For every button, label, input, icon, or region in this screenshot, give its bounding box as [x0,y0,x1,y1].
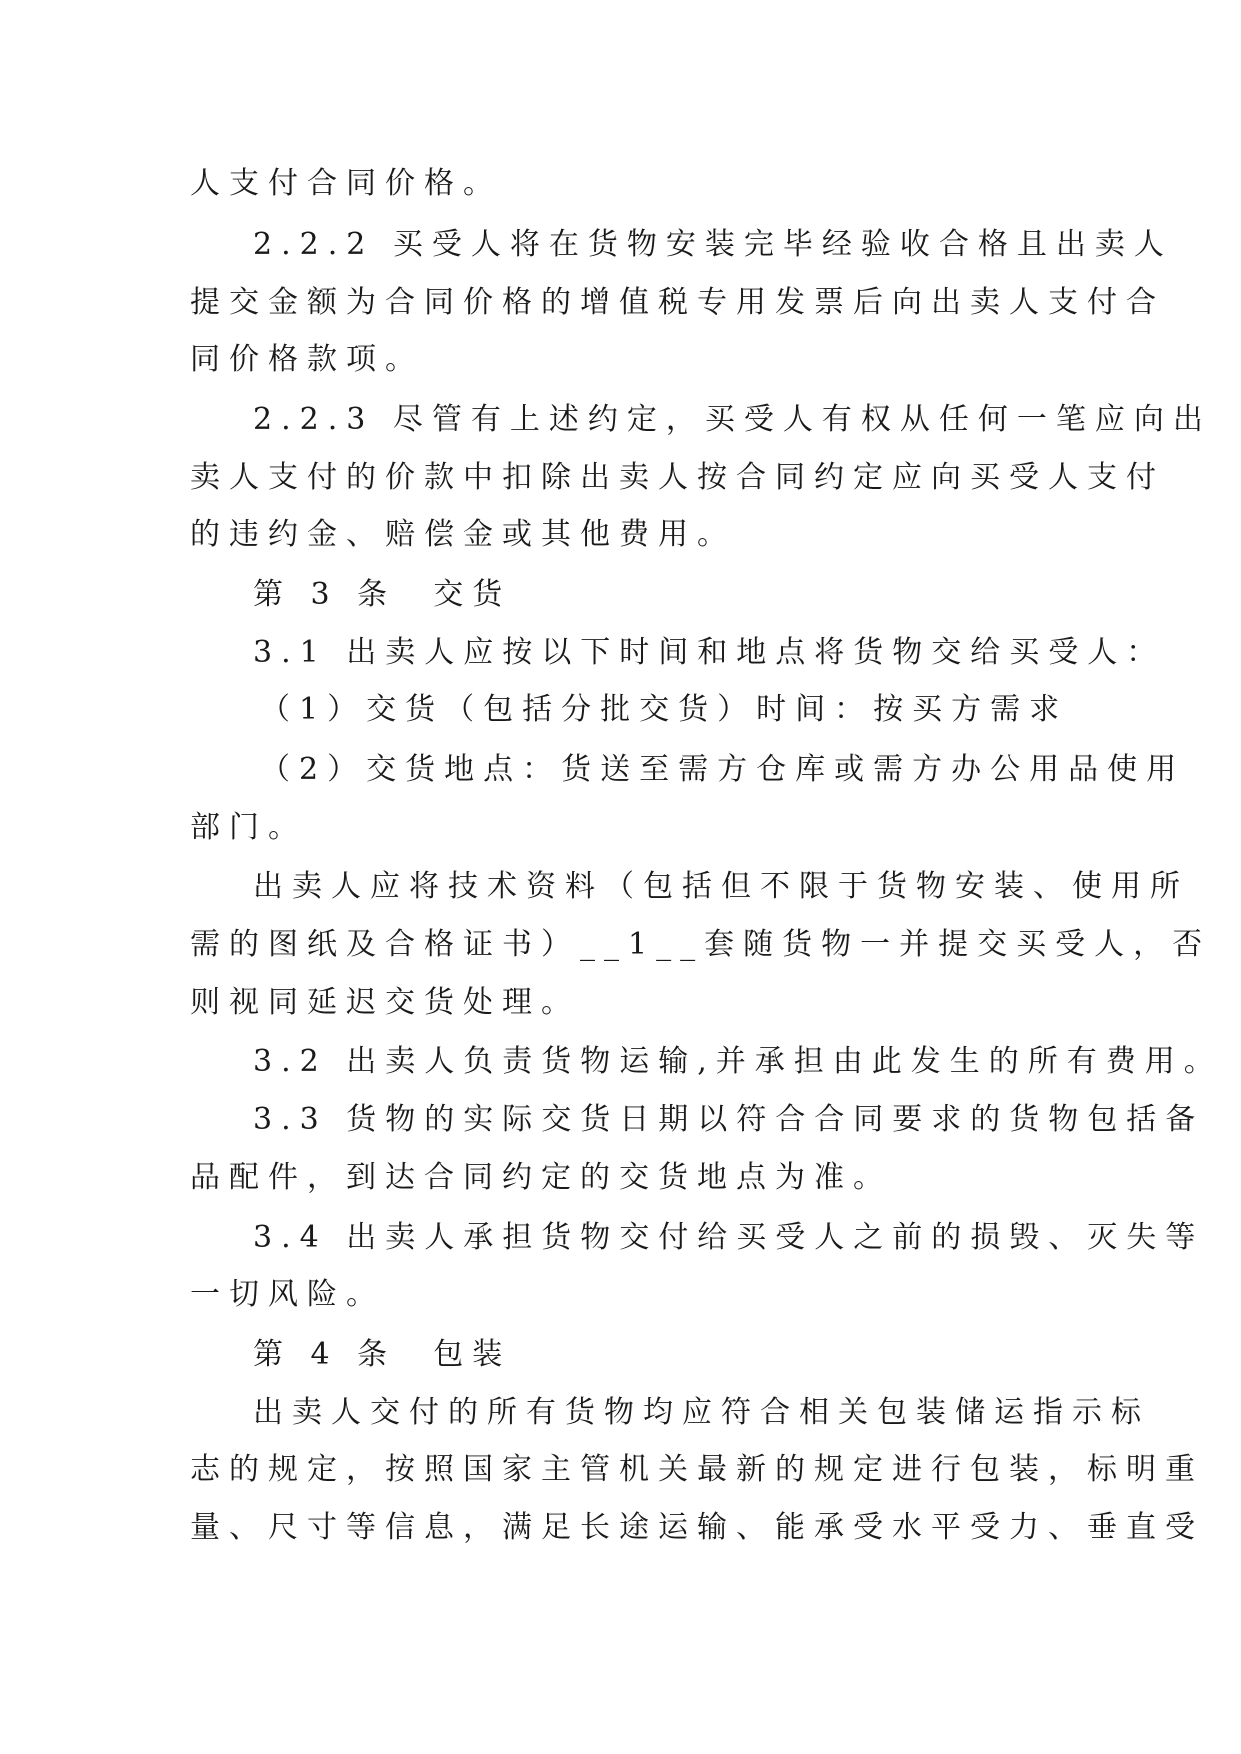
text-line: 3.1 出卖人应按以下时间和地点将货物交给买受人： [253,635,1166,670]
text-line: 的违约金、赔偿金或其他费用。 [190,517,736,552]
text-line: 量、尺寸等信息，满足长途运输、能承受水平受力、垂直受 [190,1510,1204,1545]
text-line: 出卖人交付的所有货物均应符合相关包装储运指示标 [253,1395,1150,1430]
text-line: 提交金额为合同价格的增值税专用发票后向出卖人支付合 [190,285,1165,320]
text-line: 卖人支付的价款中扣除出卖人按合同约定应向买受人支付 [190,460,1165,495]
section-heading: 第 3 条 交货 [253,577,512,612]
text-line: 2.2.3 尽管有上述约定，买受人有权从任何一笔应向出 [253,402,1212,437]
text-line: 3.4 出卖人承担货物交付给买受人之前的损毁、灭失等 [253,1220,1205,1255]
text-line: 需的图纸及合格证书）__1__套随货物一并提交买受人，否 [190,927,1212,962]
text-line: 则视同延迟交货处理。 [190,985,580,1020]
text-line: 志的规定，按照国家主管机关最新的规定进行包装，标明重 [190,1452,1204,1487]
text-line: 一切风险。 [190,1277,385,1312]
text-line: （2）交货地点：货送至需方仓库或需方办公用品使用 [260,752,1186,787]
text-line: 3.3 货物的实际交货日期以符合合同要求的货物包括备 [253,1102,1205,1137]
text-line: （1）交货（包括分批交货）时间：按买方需求 [260,692,1069,727]
text-line: 3.2 出卖人负责货物运输,并承担由此发生的所有费用。 [253,1044,1223,1079]
text-line: 出卖人应将技术资料（包括但不限于货物安装、使用所 [253,869,1189,904]
text-line: 人支付合同价格。 [190,166,502,201]
text-line: 品配件，到达合同约定的交货地点为准。 [190,1160,892,1195]
section-heading: 第 4 条 包装 [253,1337,512,1372]
text-line: 部门。 [190,810,307,845]
text-line: 2.2.2 买受人将在货物安装完毕经验收合格且出卖人 [253,227,1173,262]
text-line: 同价格款项。 [190,342,424,377]
